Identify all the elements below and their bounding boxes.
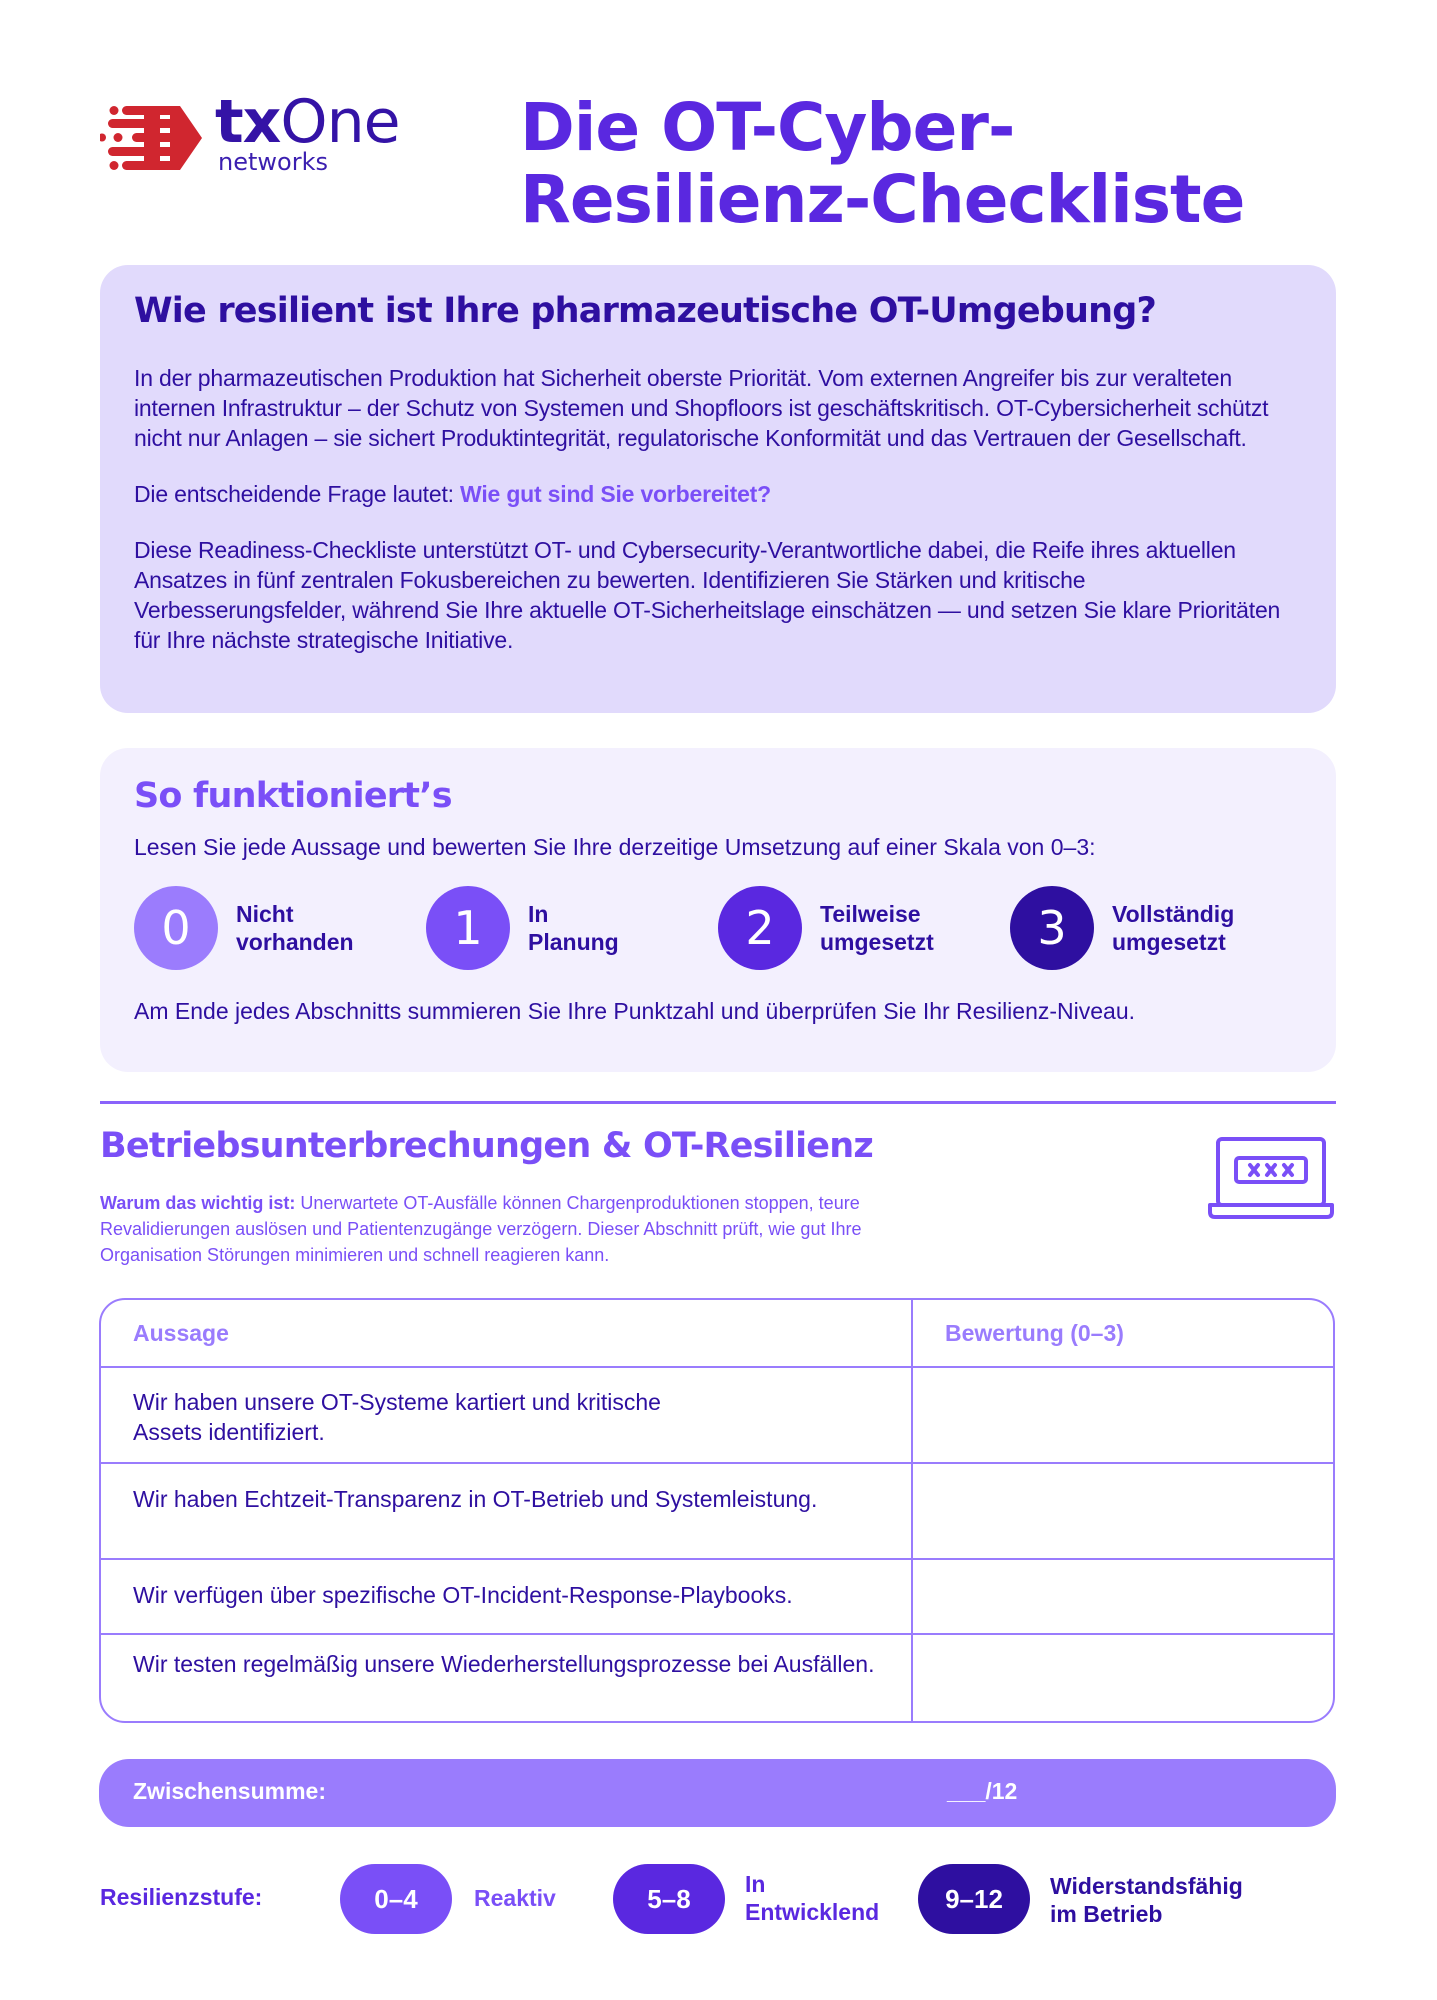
scale-item-2 [718, 886, 1010, 970]
scale-label-1-line1: In [528, 901, 549, 927]
table-cell-rating-input[interactable] [913, 1635, 1333, 1721]
table-cell-statement: Wir testen regelmäßig unsere Wiederherstellungsprozesse bei Ausfällen. [101, 1635, 913, 1721]
scale-item-0 [134, 886, 426, 970]
scale-badge-2: 2 [718, 886, 802, 970]
subtotal-bar [99, 1759, 1336, 1827]
level-label-developing-line2: Entwicklend [745, 1899, 880, 1925]
table-cell-rating-input[interactable] [913, 1464, 1333, 1558]
checklist-table [99, 1298, 1335, 1723]
section-why-body: Unerwartete OT-Ausfälle können Chargenproduktionen stoppen, teure Revalidierungen auslösen und Patientenzugänge verzögern. Dieser Abschnitt prüft, wie gut Ihre Organisation Störungen minimieren und schnell reagieren kann. [100, 1193, 862, 1265]
level-label-developing [745, 1870, 879, 1926]
how-it-works-description: Lesen Sie jede Aussage und bewerten Sie Ihre derzeitige Umsetzung auf einer Skala von 0–3: [134, 834, 1096, 860]
table-header-row [101, 1300, 1333, 1366]
how-it-works-footer: Am Ende jedes Abschnitts summieren Sie Ihre Punktzahl und überprüfen Sie Ihr Resilienz-Niveau. [134, 998, 1136, 1024]
scale-item-3 [1010, 886, 1302, 970]
table-row [101, 1366, 1333, 1462]
scale-badge-0: 0 [134, 886, 218, 970]
level-label-resilient-line2: im Betrieb [1050, 1901, 1163, 1927]
section-divider [100, 1101, 1336, 1104]
table-row [101, 1558, 1333, 1633]
txone-logo [100, 87, 400, 180]
table-row [101, 1462, 1333, 1558]
scale-label-0 [236, 900, 354, 956]
laptop-password-icon [1208, 1136, 1334, 1220]
scale-label-1-line2: Planung [528, 929, 619, 955]
table-cell-statement: Wir haben unsere OT-Systeme kartiert und kritische Assets identifiziert. [101, 1368, 913, 1462]
txone-logo-mark-icon [100, 102, 204, 174]
table-cell-statement: Wir verfügen über spezifische OT-Incident-Response-Playbooks. [101, 1560, 913, 1633]
how-it-works-title: So funktioniert’s [134, 776, 452, 816]
how-it-works-panel [100, 748, 1336, 1072]
level-label-resilient-line1: Widerstandsfähig [1050, 1873, 1243, 1899]
intro-paragraph-1: In der pharmazeutischen Produktion hat Sicherheit oberste Priorität. Vom externen Angreifer bis zur veralteten internen Infrastruktur – der Schutz von Systemen und Shopfloors ist geschäftskritisch. OT-Cybersicherheit schützt nicht nur Anlagen – sie sichert Produktintegrität, regulatorische Konformität und das Vertrauen der Gesellschaft. [134, 365, 1269, 451]
page-title-line2: Resilienz-Checkliste [520, 161, 1245, 238]
subtotal-label: Zwischensumme: [133, 1778, 326, 1804]
intro-question-highlight: Wie gut sind Sie vorbereitet? [460, 481, 771, 507]
logo-subtitle: networks [218, 148, 328, 176]
level-label-reactive-line1: Reaktiv [474, 1885, 556, 1911]
level-badge-developing: 5–8 [613, 1864, 725, 1934]
level-badge-resilient: 9–12 [918, 1864, 1030, 1934]
page-title-line1: Die OT-Cyber- [520, 89, 1015, 166]
subtotal-value-field[interactable]: ___/12 [947, 1778, 1018, 1804]
scale-label-1 [528, 900, 619, 956]
intro-question [134, 479, 1302, 509]
table-header-statement: Aussage [101, 1300, 913, 1366]
scale-label-2-line1: Teilweise [820, 901, 921, 927]
table-header-rating: Bewertung (0–3) [945, 1320, 1124, 1346]
scale-label-3 [1112, 900, 1234, 956]
table-cell-rating-input[interactable] [913, 1560, 1333, 1633]
intro-paragraph-3: Diese Readiness-Checkliste unterstützt OT- und Cybersecurity-Verantwortliche dabei, die Reife ihres aktuellen Ansatzes in fünf zentralen Fokusbereichen zu bewerten. Identifizieren Sie Stärken und kritische Verbesserungsfelder, während Sie Ihre aktuelle OT-Sicherheitslage einschätzen — und setzen Sie klare Prioritäten für Ihre nächste strategische Initiative. [134, 537, 1281, 653]
intro-question-prefix: Die entscheidende Frage lautet: [134, 481, 461, 507]
section-why-text [100, 1190, 960, 1268]
table-row [101, 1633, 1333, 1721]
section-title: Betriebsunterbrechungen & OT-Resilienz [100, 1126, 873, 1166]
rating-scale [134, 886, 1302, 970]
scale-badge-1: 1 [426, 886, 510, 970]
level-label-reactive [474, 1884, 556, 1912]
table-cell-rating-input[interactable] [913, 1368, 1333, 1462]
resilience-levels [100, 1864, 1336, 1934]
section-why-label: Warum das wichtig ist: [100, 1193, 296, 1213]
scale-item-1 [426, 886, 718, 970]
table-cell-statement: Wir haben Echtzeit-Transparenz in OT-Betrieb und Systemleistung. [101, 1464, 913, 1558]
scale-label-0-line2: vorhanden [236, 929, 354, 955]
page-title [520, 89, 1340, 238]
scale-label-3-line2: umgesetzt [1112, 929, 1226, 955]
level-badge-reactive: 0–4 [340, 1864, 452, 1934]
scale-badge-3: 3 [1010, 886, 1094, 970]
scale-label-2 [820, 900, 934, 956]
resilience-levels-label: Resilienzstufe: [100, 1884, 263, 1910]
scale-label-0-line1: Nicht [236, 901, 294, 927]
logo-wordmark: txOne [215, 87, 400, 157]
scale-label-2-line2: umgesetzt [820, 929, 934, 955]
level-label-developing-line1: In [745, 1871, 766, 1897]
scale-label-3-line1: Vollständig [1112, 901, 1235, 927]
intro-title: Wie resilient ist Ihre pharmazeutische OT-Umgebung? [134, 291, 1157, 331]
level-label-resilient [1050, 1872, 1243, 1928]
intro-panel [100, 265, 1336, 713]
